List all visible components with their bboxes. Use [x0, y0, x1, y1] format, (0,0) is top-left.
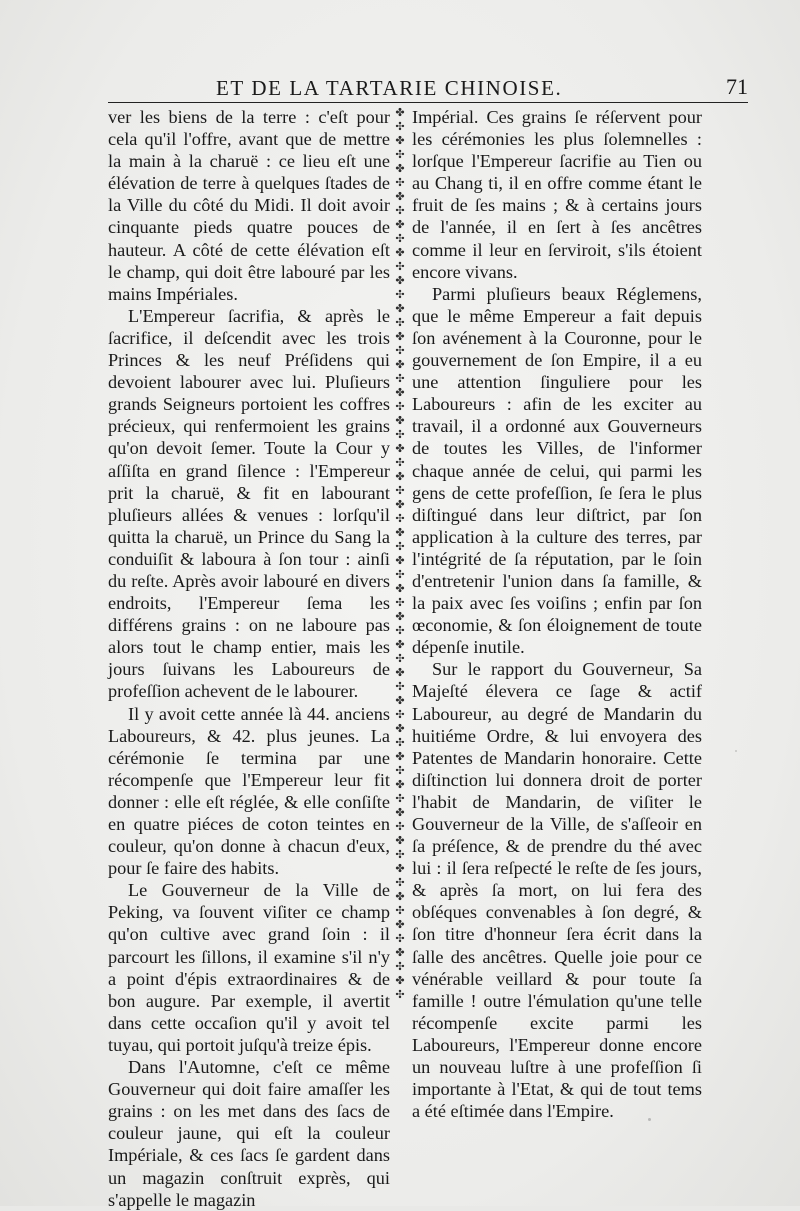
fleuron-icon: ✤: [395, 750, 405, 763]
fleuron-icon: ✤: [395, 218, 405, 231]
fleuron-icon: ✣: [395, 764, 405, 777]
fleuron-icon: ✣: [395, 820, 405, 833]
left-column: [108, 106, 390, 1211]
fleuron-icon: ✣: [395, 876, 405, 889]
fleuron-icon: ✣: [395, 400, 405, 413]
fleuron-icon: ✤: [395, 890, 405, 903]
fleuron-icon: ✣: [395, 288, 405, 301]
paper-speck: [735, 750, 737, 752]
fleuron-icon: ✤: [395, 302, 405, 315]
fleuron-icon: ✤: [395, 666, 405, 679]
fleuron-icon: ✣: [395, 568, 405, 581]
fleuron-icon: ✣: [395, 652, 405, 665]
fleuron-icon: ✤: [395, 442, 405, 455]
fleuron-icon: ✤: [395, 638, 405, 651]
paragraph: L'Empereur ſacrifia, & après le ſacrifice, il deſcendit avec les trois Princes & les neuf Préſidens qui devoient labourer avec lui. Pluſieurs grands Seigneurs portoient les coffres précieux, qui renfermoient les grains qu'on devoit ſemer. Toute la Cour y aſſiſta en grand ſilence : l'Empereur prit la charuë, & fit en labourant pluſieurs allées & venues : lorſqu'il quitta la charuë, un Prince du Sang la conduiſit & laboura à ſon tour : ainſi du reſte. Après avoir labouré en divers endroits, l'Empereur ſema les différens grains : on ne laboure pas alors tout le champ entier, mais les jours ſuivans les Laboureurs de profeſſion achevent de le labourer.: [108, 305, 390, 702]
fleuron-icon: ✤: [395, 946, 405, 959]
fleuron-icon: ✤: [395, 806, 405, 819]
fleuron-icon: ✣: [395, 176, 405, 189]
fleuron-icon: ✣: [395, 456, 405, 469]
paragraph: Le Gouverneur de la Ville de Peking, va ſouvent viſiter ce champ qu'on cultive avec grand ſoin : il parcourt les ſillons, il examine s'il n'y a point d'épis extraordinaires & de bon augure. Par exemple, il avertit dans cette occaſion qu'il y avoit tel tuyau, qui portoit juſqu'à treize épis.: [108, 880, 390, 1055]
fleuron-icon: ✣: [395, 792, 405, 805]
fleuron-icon: ✣: [395, 428, 405, 441]
fleuron-icon: ✤: [395, 694, 405, 707]
fleuron-icon: ✣: [395, 932, 405, 945]
fleuron-icon: ✣: [395, 736, 405, 749]
fleuron-icon: ✣: [395, 624, 405, 637]
paragraph: Dans l'Automne, c'eſt ce même Gouverneur qui doit faire amaſſer les grains : on les met dans des ſacs de couleur jaune, qui eſt la couleur Impériale, & ces ſacs ſe gardent dans un magazin conſtruit exprès, qui s'appelle le magazin: [108, 1057, 390, 1210]
fleuron-icon: ✤: [395, 722, 405, 735]
fleuron-icon: ✣: [395, 904, 405, 917]
paragraph: ver les biens de la terre : c'eſt pour cela qu'il l'offre, avant que de mettre la main à la charuë : ce lieu eſt une élévation de terre à quelques ſtades de la Ville du côté du Midi. Il doit avoir cinquante pieds quatre pouces de hauteur. A côté de cette élévation eſt le champ, qui doit être labouré par les mains Impériales.: [108, 107, 390, 304]
fleuron-icon: ✣: [395, 484, 405, 497]
fleuron-icon: ✣: [395, 120, 405, 133]
fleuron-icon: ✤: [395, 918, 405, 931]
right-column: [412, 106, 702, 1122]
paragraph: Impérial. Ces grains ſe réſervent pour les cérémonies les plus ſolemnelles : lorſque l'Empereur ſacrifie au Tien ou au Chang ti, il en offre comme étant le fruit de ſes mains ; & à certains jours de l'année, il en ſert à ſes ancêtres comme il leur en ſerviroit, s'ils étoient encore vivans.: [412, 107, 702, 282]
fleuron-icon: ✤: [395, 330, 405, 343]
fleuron-icon: ✤: [395, 162, 405, 175]
fleuron-icon: ✣: [395, 988, 405, 1001]
fleuron-divider: [392, 106, 408, 1002]
fleuron-icon: ✤: [395, 386, 405, 399]
fleuron-icon: ✤: [395, 610, 405, 623]
fleuron-icon: ✣: [395, 708, 405, 721]
running-title: ET DE LA TARTARIE CHINOISE.: [216, 76, 563, 100]
fleuron-icon: ✤: [395, 582, 405, 595]
fleuron-icon: ✤: [395, 246, 405, 259]
fleuron-icon: ✣: [395, 204, 405, 217]
fleuron-icon: ✣: [395, 372, 405, 385]
fleuron-icon: ✤: [395, 470, 405, 483]
page-header: [108, 76, 748, 103]
fleuron-icon: ✣: [395, 232, 405, 245]
fleuron-icon: ✤: [395, 134, 405, 147]
fleuron-icon: ✣: [395, 344, 405, 357]
fleuron-icon: ✤: [395, 190, 405, 203]
fleuron-icon: ✣: [395, 680, 405, 693]
fleuron-icon: ✤: [395, 778, 405, 791]
fleuron-icon: ✤: [395, 834, 405, 847]
paragraph: Il y avoit cette année là 44. anciens Laboureurs, & 42. plus jeunes. La cérémonie ſe termina par une récompenſe que l'Empereur leur fit donner : elle eſt réglée, & elle conſiſte en quatre piéces de coton teintes en couleur, qu'on donne à chacun d'eux, pour ſe faire des habits.: [108, 703, 390, 879]
fleuron-icon: ✤: [395, 526, 405, 539]
fleuron-icon: ✤: [395, 498, 405, 511]
fleuron-icon: ✣: [395, 848, 405, 861]
fleuron-icon: ✤: [395, 862, 405, 875]
paragraph: Sur le rapport du Gouverneur, Sa Majeſté élevera ce ſage & actif Laboureur, au degré de Mandarin du huitiéme Ordre, & lui envoyera des Patentes de Mandarin honoraire. Cette diſtinction lui donnera droit de porter l'habit de Mandarin, de viſiter le Gouverneur de la Ville, de s'aſſeoir en ſa préſence, & de prendre du thé avec lui : il ſera reſpecté le reſte de ſes jours, & après ſa mort, on lui fera des obſéques convenables à ſon degré, & ſon titre d'honneur ſera écrit dans la ſalle des ancêtres. Quelle joie pour ce vénérable veillard & pour toute ſa famille ! outre l'émulation qu'une telle récompenſe excite parmi les Laboureurs, l'Empereur donne encore un nouveau luſtre à une profeſſion ſi importante à l'Etat, & qui de tout tems a été eſtimée dans l'Empire.: [412, 659, 702, 1122]
fleuron-icon: ✣: [395, 260, 405, 273]
fleuron-icon: ✤: [395, 414, 405, 427]
fleuron-icon: ✣: [395, 512, 405, 525]
fleuron-icon: ✣: [395, 316, 405, 329]
fleuron-icon: ✤: [395, 554, 405, 567]
fleuron-icon: ✣: [395, 540, 405, 553]
fleuron-icon: ✣: [395, 148, 405, 161]
fleuron-icon: ✤: [395, 974, 405, 987]
page-number: 71: [726, 74, 748, 99]
paragraph: Parmi pluſieurs beaux Réglemens, que le même Empereur a fait depuis ſon avénement à la Couronne, pour le gouvernement de ſon Empire, il a eu une attention ſinguliere pour les Laboureurs : afin de les exciter au travail, il a ordonné aux Gouverneurs de toutes les Villes, de l'informer chaque année de celui, qui parmi les gens de cette profeſſion, ſe ſera le plus diſtingué dans leur diſtrict, par ſon application à la culture des terres, par l'intégrité de ſa réputation, par le ſoin d'entretenir l'union dans ſa famille, & la paix avec ſes voiſins ; enfin par ſon œconomie, & ſon éloignement de toute dépenſe inutile.: [412, 283, 702, 658]
fleuron-icon: ✣: [395, 596, 405, 609]
fleuron-icon: ✤: [395, 106, 405, 119]
fleuron-icon: ✤: [395, 274, 405, 287]
fleuron-icon: ✣: [395, 960, 405, 973]
fleuron-icon: ✤: [395, 358, 405, 371]
